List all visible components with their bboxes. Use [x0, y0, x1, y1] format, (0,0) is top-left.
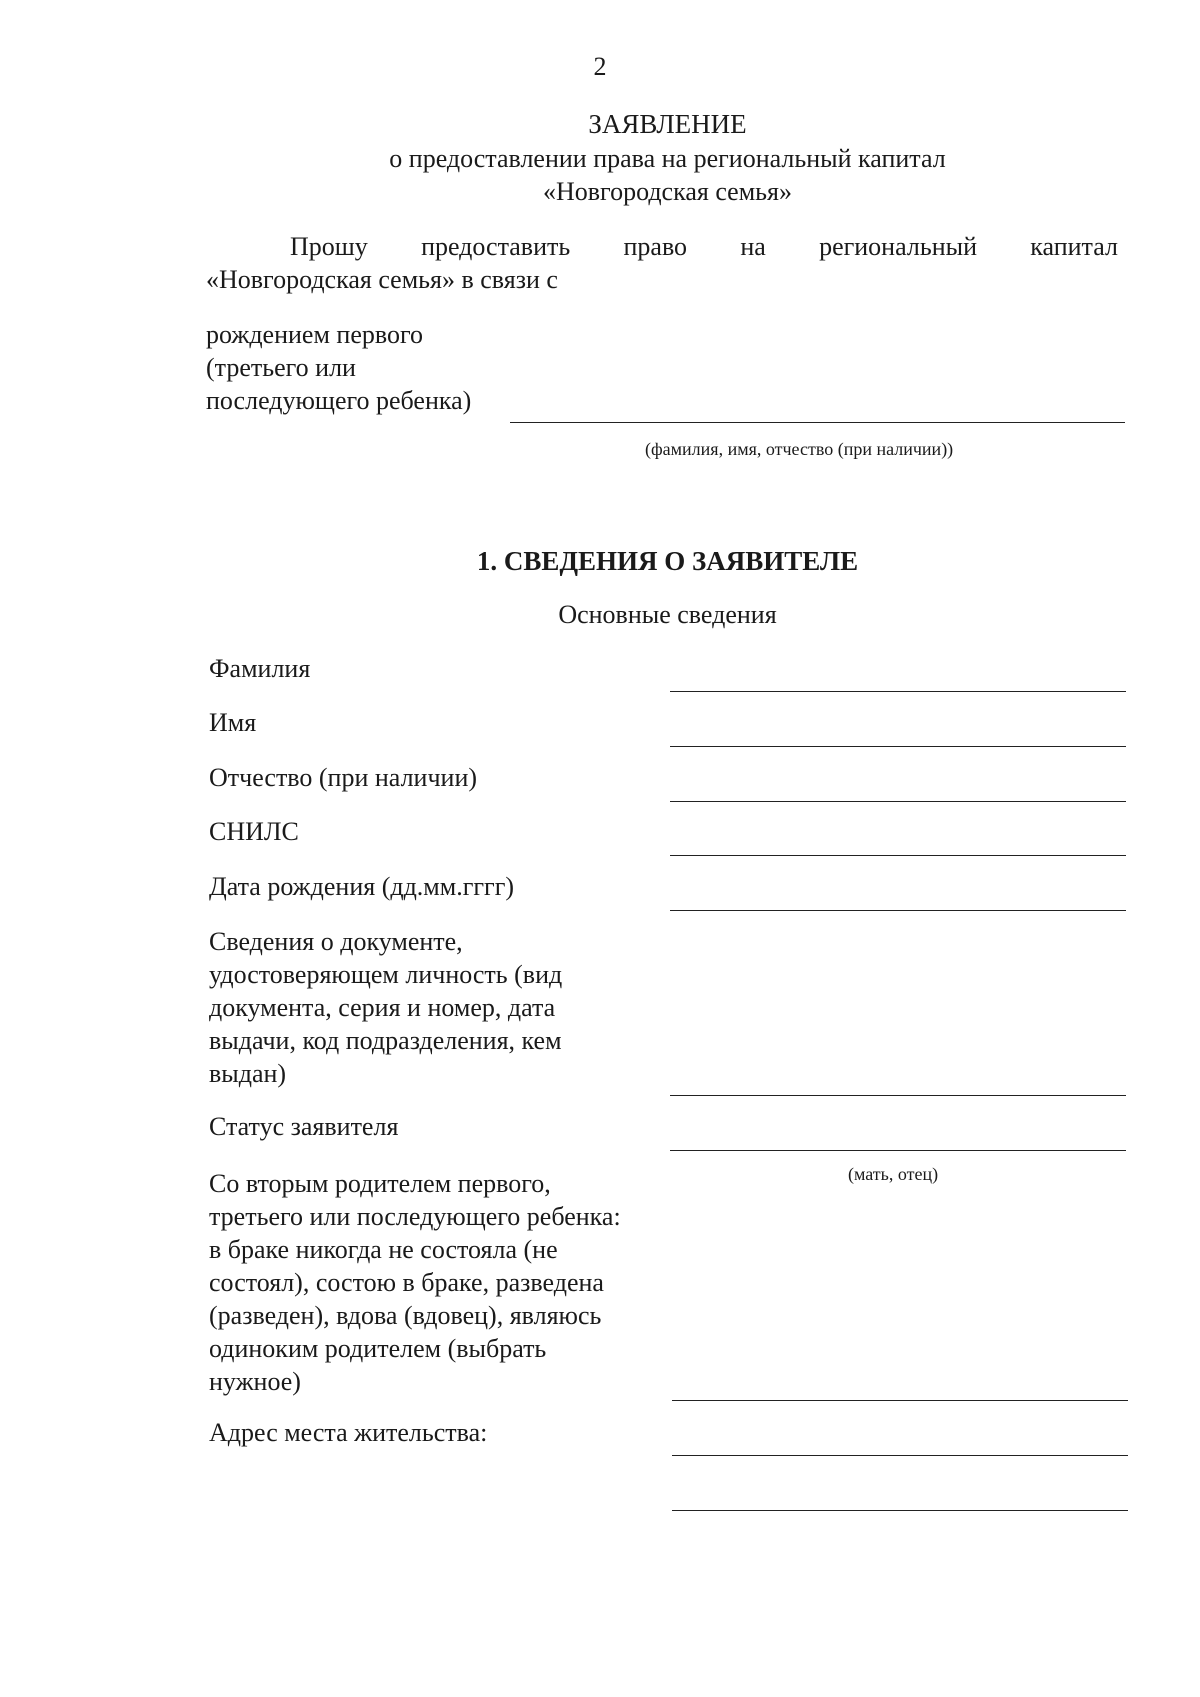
request-word: Прошу [290, 232, 368, 261]
id-doc-label-line1: Сведения о документе, [209, 927, 463, 956]
request-word: предоставить [421, 232, 571, 261]
birth-date-field-line[interactable] [670, 910, 1126, 911]
id-doc-label-line4: выдачи, код подразделения, кем [209, 1026, 562, 1055]
address-field-line1[interactable] [672, 1455, 1128, 1456]
id-doc-field-line[interactable] [670, 1095, 1126, 1096]
request-line2: «Новгородская семья» в связи с [206, 265, 558, 294]
request-word: право [623, 232, 688, 261]
name-field-line[interactable] [670, 746, 1126, 747]
reason-line2: (третьего или [206, 353, 356, 382]
section-heading: 1. СВЕДЕНИЯ О ЗАЯВИТЕЛЕ [476, 546, 859, 576]
document-subtitle-line2: «Новгородская семья» [543, 177, 792, 206]
section-subheading: Основные сведения [558, 600, 777, 629]
surname-label: Фамилия [209, 654, 311, 683]
marital-label-line5: (разведен), вдова (вдовец), являюсь [209, 1301, 602, 1330]
status-label: Статус заявителя [209, 1112, 399, 1141]
marital-label-line1: Со вторым родителем первого, [209, 1169, 551, 1198]
child-name-caption: (фамилия, имя, отчество (при наличии)) [645, 439, 954, 459]
reason-line3: последующего ребенка) [206, 386, 472, 415]
patronymic-field-line[interactable] [670, 801, 1126, 802]
document-subtitle-line1: о предоставлении права на региональный капитал [389, 144, 946, 173]
request-line1 [290, 230, 1118, 263]
snils-field-line[interactable] [670, 855, 1126, 856]
request-word: региональный [819, 232, 977, 261]
status-field-line[interactable] [670, 1150, 1126, 1151]
document-title: ЗАЯВЛЕНИЕ [588, 109, 747, 139]
page-number: 2 [593, 52, 607, 81]
marital-label-line2: третьего или последующего ребенка: [209, 1202, 621, 1231]
address-label: Адрес места жительства: [209, 1418, 488, 1447]
child-name-field-line[interactable] [510, 422, 1125, 423]
id-doc-label-line2: удостоверяющем личность (вид [209, 960, 563, 989]
marital-label-line7: нужное) [209, 1367, 301, 1396]
patronymic-label: Отчество (при наличии) [209, 763, 478, 792]
marital-label-line4: состоял), состою в браке, разведена [209, 1268, 604, 1297]
surname-field-line[interactable] [670, 691, 1126, 692]
request-word: на [740, 232, 766, 261]
marital-field-line[interactable] [672, 1400, 1128, 1401]
marital-label-line3: в браке никогда не состояла (не [209, 1235, 558, 1264]
name-label: Имя [209, 708, 257, 737]
id-doc-label-line5: выдан) [209, 1059, 287, 1088]
marital-label-line6: одиноким родителем (выбрать [209, 1334, 547, 1363]
id-doc-label-line3: документа, серия и номер, дата [209, 993, 556, 1022]
snils-label: СНИЛС [209, 817, 299, 846]
birth-date-label: Дата рождения (дд.мм.гггг) [209, 872, 515, 901]
address-field-line2[interactable] [672, 1510, 1128, 1511]
status-caption: (мать, отец) [848, 1164, 939, 1184]
request-word: капитал [1030, 232, 1118, 261]
reason-line1: рождением первого [206, 320, 423, 349]
